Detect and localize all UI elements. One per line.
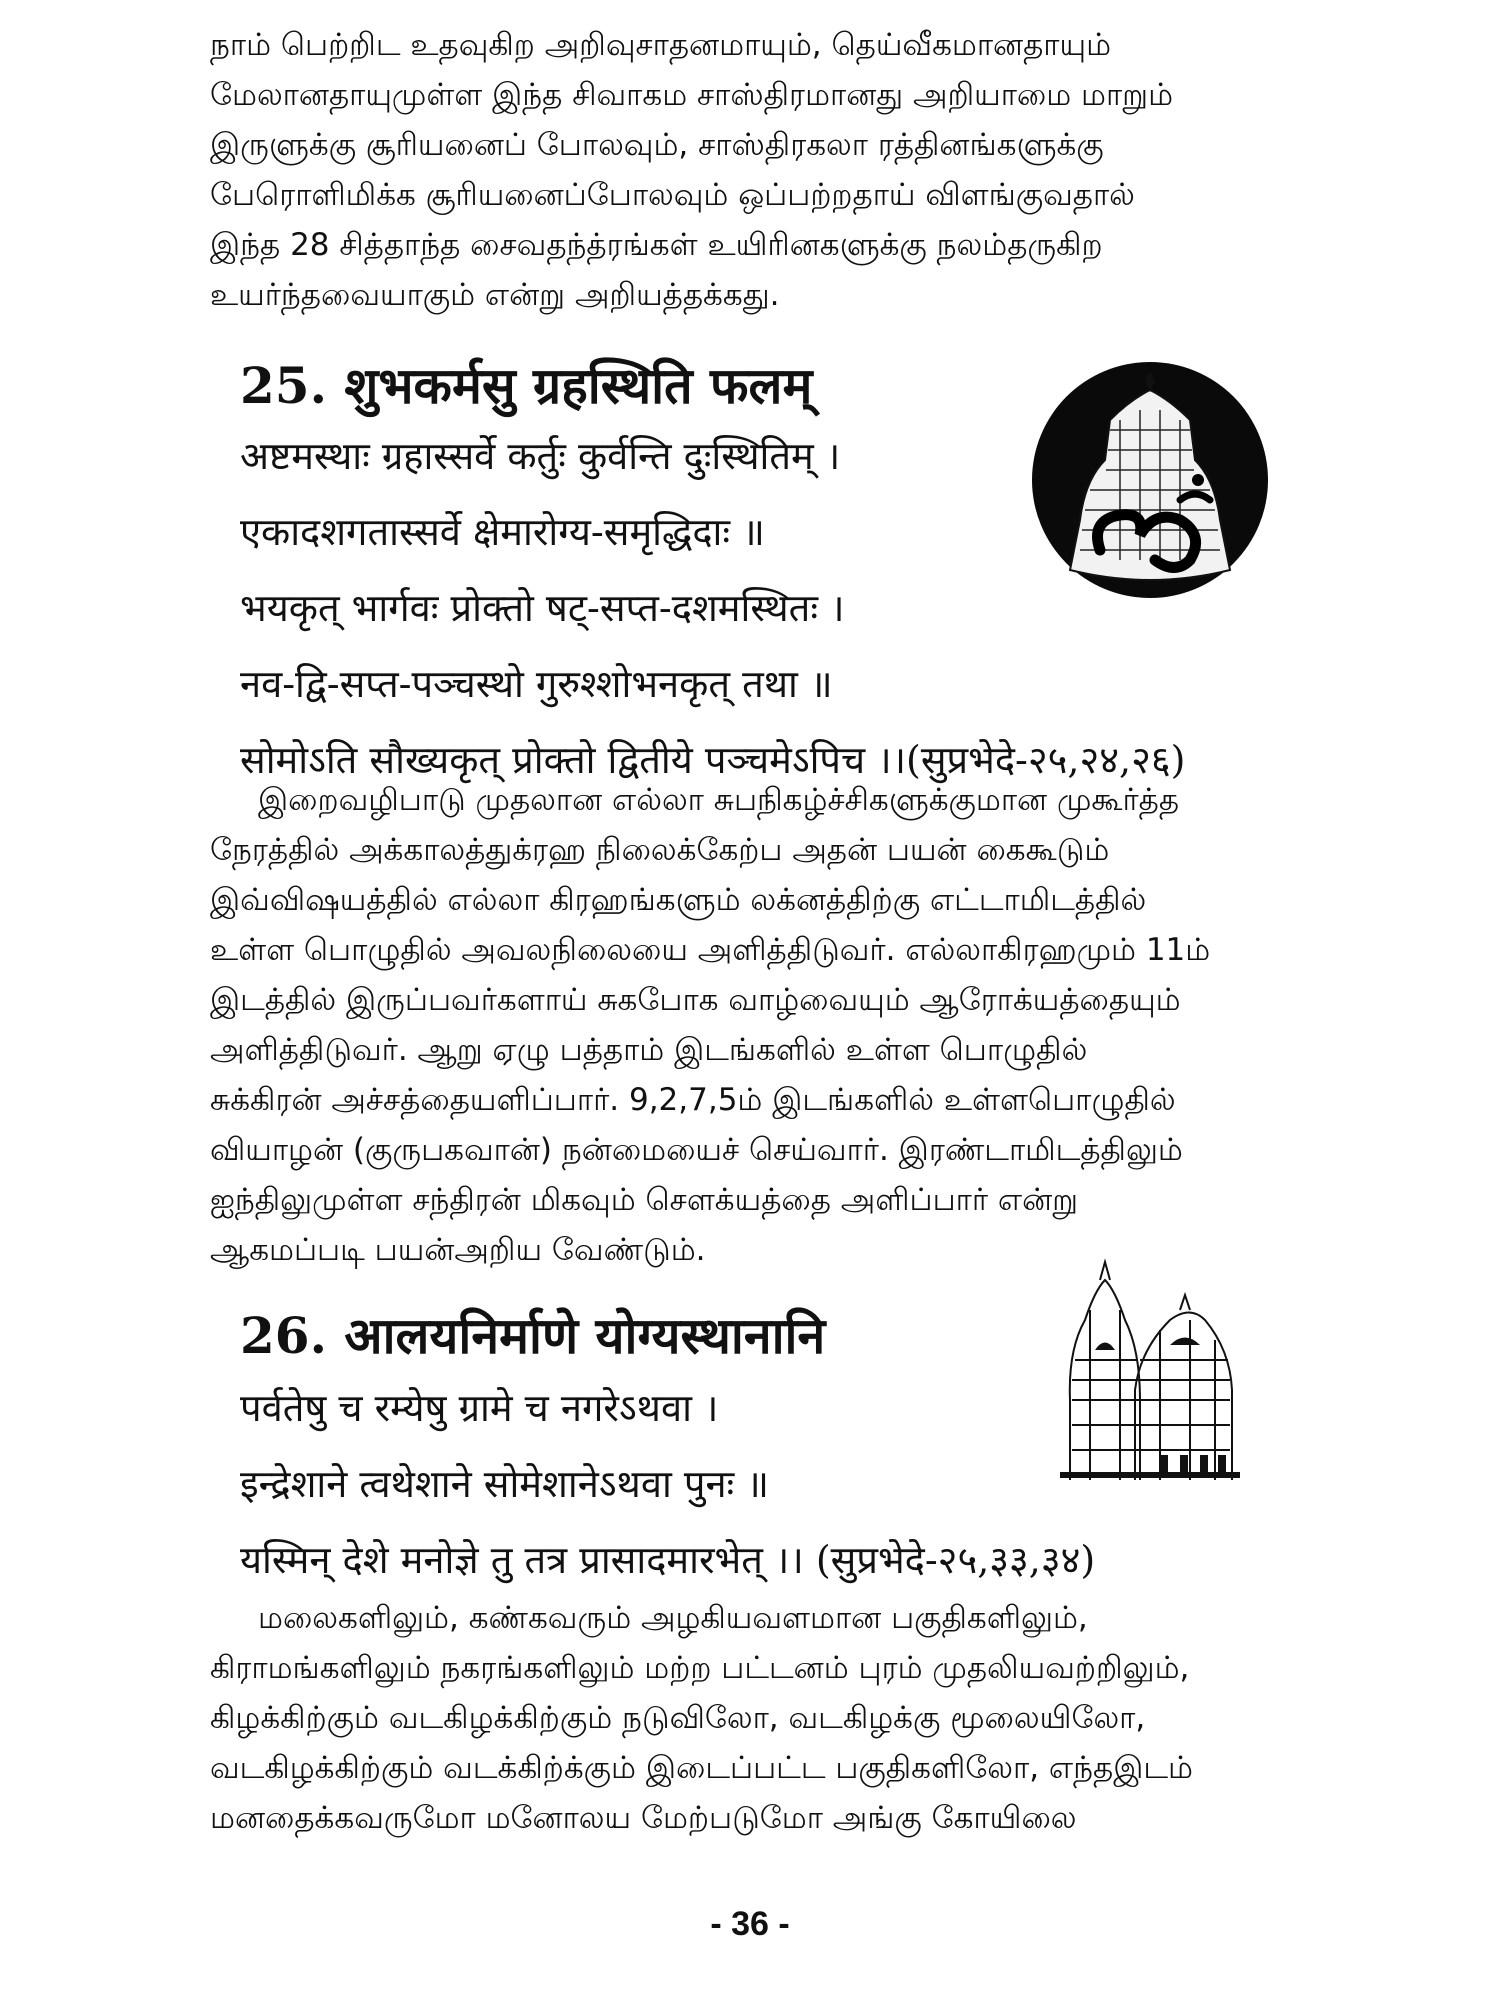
verse-line: अष्टमस्थाः ग्रहास्सर्वे कर्तुः कुर्वन्ति दुःस्थितिम् ।: [240, 434, 841, 478]
verse-line: एकादशगतास्सर्वे क्षेमारोग्य-समृद्धिदाः ॥: [240, 510, 765, 554]
text-line: உள்ள பொழுதில் அவலநிலையை அளித்திடுவர். எல்லாகிரஹமும் 11ம்: [210, 932, 1211, 968]
section-26-verse: [240, 1370, 1095, 1598]
text-line: இடத்தில் இருப்பவர்களாய் சுகபோக வாழ்வையும் ஆரோக்யத்தையும்: [210, 982, 1181, 1018]
text-line: வடகிழக்கிற்கும் வடக்கிற்க்கும் இடைப்பட்ட பகுதிகளிலோ, எந்தஇடம்: [210, 1750, 1193, 1786]
text-line: இருளுக்கு சூரியனைப் போலவும், சாஸ்திரகலா ரத்தினங்களுக்கு: [210, 127, 1104, 163]
section-26-paragraph: [210, 1593, 1295, 1843]
verse-line: भयकृत् भार्गवः प्रोक्तो षट्-सप्त-दशमस्थितः ।: [240, 586, 845, 630]
verse-line: नव-द्वि-सप्त-पञ्चस्थो गुरुश्शोभनकृत् तथा ॥: [240, 662, 833, 706]
om-temple-emblem-icon: [1030, 360, 1270, 600]
text-line: இவ்விஷயத்தில் எல்லா கிரஹங்களும் லக்னத்திற்கு எட்டாமிடத்தில்: [210, 882, 1147, 918]
text-line: கிழக்கிற்கும் வடகிழக்கிற்கும் நடுவிலோ, வடகிழக்கு மூலையிலோ,: [210, 1700, 1146, 1736]
verse-line: सोमोऽति सौख्यकृत् प्रोक्तो द्वितीये पञ्चमेऽपिच ।।(सुप्रभेदे-२५,२४,२६): [240, 738, 1186, 782]
text-line: நாம் பெற்றிட உதவுகிற அறிவுசாதனமாயும், தெய்வீகமானதாயும்: [210, 27, 1112, 63]
page-number: - 36 -: [710, 1905, 790, 1943]
text-line: இந்த 28 சித்தாந்த சைவதந்த்ரங்கள் உயிரினகளுக்கு நலம்தருகிற: [210, 227, 1103, 263]
temple-tower-sketch-icon: [1040, 1250, 1240, 1490]
text-line: கிராமங்களிலும் நகரங்களிலும் மற்ற பட்டனம் புரம் முதலியவற்றிலும்,: [210, 1650, 1190, 1686]
text-line: உயர்ந்தவையாகும் என்று அறியத்தக்கது.: [210, 277, 780, 313]
section-25-paragraph: [210, 775, 1295, 1275]
text-line: நேரத்தில் அக்காலத்துக்ரஹ நிலைக்கேற்ப அதன் பயன் கைகூடும்: [210, 832, 1110, 868]
text-line: சுக்கிரன் அச்சத்தையளிப்பார். 9,2,7,5ம் இடங்களில் உள்ளபொழுதில்: [210, 1082, 1176, 1118]
verse-line: इन्द्रेशाने त्वथेशाने सोमेशानेऽथवा पुनः ॥: [240, 1462, 770, 1506]
text-line: பேரொளிமிக்க சூரியனைப்போலவும் ஒப்பற்றதாய் விளங்குவதால்: [210, 177, 1135, 213]
verse-line: पर्वतेषु च रम्येषु ग्रामे च नगरेऽथवा ।: [240, 1386, 719, 1430]
text-line: இறைவழிபாடு முதலான எல்லா சுபநிகழ்ச்சிகளுக்குமான முகூர்த்த: [258, 782, 1180, 818]
verse-line: यस्मिन् देशे मनोज्ञे तु तत्र प्रासादमारभेत् ।। (सुप्रभेदे-२५,३३,३४): [240, 1538, 1096, 1582]
text-line: அளித்திடுவர். ஆறு ஏழு பத்தாம் இடங்களில் உள்ள பொழுதில்: [210, 1032, 1088, 1068]
text-line: வியாழன் (குருபகவான்) நன்மையைச் செய்வார். இரண்டாமிடத்திலும்: [210, 1132, 1183, 1168]
section-26-heading: 26. आलयनिर्माणे योग्यस्थानानि: [240, 1306, 826, 1365]
text-line: மலைகளிலும், கண்கவரும் அழகியவளமான பகுதிகளிலும்,: [258, 1600, 1088, 1636]
intro-paragraph: [210, 20, 1295, 320]
text-line: மனதைக்கவருமோ மனோலய மேற்படுமோ அங்கு கோயிலை: [210, 1800, 1077, 1836]
text-line: ஆகமப்படி பயன்அறிய வேண்டும்.: [210, 1232, 706, 1268]
section-25-heading: 25. शुभकर्मसु ग्रहस्थिति फलम्: [240, 356, 813, 415]
text-line: மேலானதாயுமுள்ள இந்த சிவாகம சாஸ்திரமானது அறியாமை மாறும்: [210, 77, 1174, 113]
text-line: ஐந்திலுமுள்ள சந்திரன் மிகவும் சௌக்யத்தை அளிப்பார் என்று: [210, 1182, 1079, 1218]
